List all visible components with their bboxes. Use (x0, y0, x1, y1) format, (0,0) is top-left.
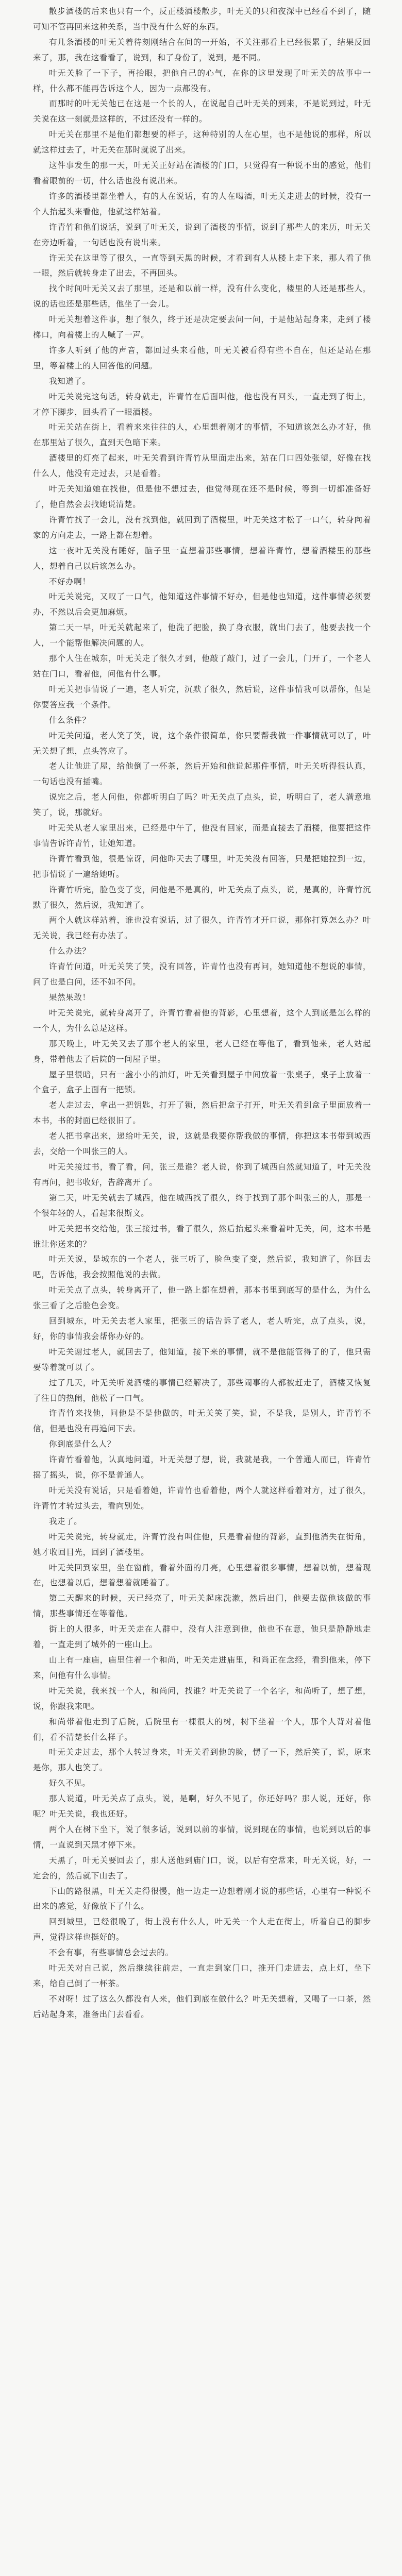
paragraph: 叶无关脸了一下子，再抬眼，把他自己的心气，在你的这里发现了叶无关的故事中一样，什么都不能再告诉这个人，因为一点都没有。 (33, 68, 371, 93)
paragraph: 不会有事，有些事情总会过去的。 (49, 1948, 174, 1958)
paragraph: 叶无关说完，转身就走，许青竹没有叫住他，只是看着他的背影，直到他消失在街角，她才收回目光，回到了酒楼里。 (33, 1532, 371, 1557)
paragraph: 许青竹来找他，问他是不是他做的，叶无关笑了笑，说，不是我，是别人，许青竹不信，但是也没有再追问下去。 (33, 1409, 371, 1434)
paragraph: 我知道了。 (49, 376, 91, 386)
paragraph: 许无关在这里等了很久，一直等到天黑的时候，才看到有人从楼上走下来，那人看了他一眼，然后就转身走了出去，不再回头。 (33, 253, 371, 278)
paragraph: 叶无关谢过老人，就回去了，他知道，接下来的事情，就不是他能管得了的了，他只需要等着就可以了。 (33, 1347, 371, 1372)
paragraph: 叶无关说完，就转身离开了，许青竹看着他的背影，心里想着，这个人到底是怎么样的一个人，为什么总是这样。 (33, 1008, 371, 1033)
paragraph: 叶无关没有说话，只是看着她，许青竹也看着他，两个人就这样看着对方，过了很久，许青竹才转过头去，看向别处。 (33, 1486, 371, 1511)
paragraph: 老人把书拿出来，递给叶无关，说，这就是我要你帮我做的事情，你把这本书带到城西去，交给一个叫张三的人。 (33, 1131, 371, 1157)
paragraph: 山上有一座庙，庙里住着一个和尚，叶无关走进庙里，和尚正在念经，看到他来，停下来，问他有什么事情。 (33, 1655, 371, 1680)
paragraph: 许青竹和他们说话，说到了叶无关，说到了酒楼的事情，说到了那些人的来历，叶无关在旁边听着，一句话也没有说出来。 (33, 222, 371, 247)
paragraph: 街上的人很多，叶无关走在人群中，没有人注意到他，他也不在意，他只是静静地走着，一直走到了城外的一座山上。 (33, 1624, 371, 1650)
paragraph: 酒楼里的灯亮了起来，叶无关看到许青竹从里面走出来，站在门口四处张望，好像在找什么人，他没有走过去，只是看着。 (33, 453, 371, 479)
paragraph: 叶无关接过书，看了看，问，张三是谁？老人说，你到了城西自然就知道了，叶无关没有再问，把书收好，告辞离开了。 (33, 1162, 371, 1187)
paragraph: 我走了。 (49, 1516, 82, 1526)
paragraph: 第二天一早，叶无关就起来了，他洗了把脸，换了身衣服，就出门去了，他要去找一个人，一个能帮他解决问题的人。 (33, 623, 371, 648)
paragraph: 老人让他进了屋，给他倒了一杯茶，然后开始和他说起那件事情，叶无关听得很认真，一句话也没有插嘴。 (33, 761, 371, 787)
paragraph: 叶无关把事情说了一遍，老人听完，沉默了很久，然后说，这件事情我可以帮你，但是你要答应我一个条件。 (33, 684, 371, 709)
paragraph: 第二天醒来的时候，天已经亮了，叶无关起床洗漱，然后出门，他要去做他该做的事情，那些事情还在等着他。 (33, 1594, 371, 1619)
paragraph: 那天晚上，叶无关又去了那个老人的家里，老人已经在等他了，看到他来，老人站起身，带着他去了后院的一间屋子里。 (33, 1039, 371, 1064)
paragraph: 下山的路很黑，叶无关走得很慢，他一边走一边想着刚才说的那些话，心里有一种说不出来的感觉，好像放下了什么。 (33, 1886, 371, 1911)
paragraph: 老人走过去，拿出一把钥匙，打开了锁，然后把盒子打开，叶无关看到盒子里面放着一本书，书的封面已经很旧了。 (33, 1100, 371, 1126)
paragraph: 叶无关点了点头，转身离开了，他一路上都在想着，那本书里到底写的是什么，为什么张三看了之后脸色会变。 (33, 1285, 371, 1311)
paragraph: 不好办啊！ (49, 577, 91, 586)
paragraph: 许青竹问道，叶无关笑了笑，没有回答，许青竹也没有再问，她知道他不想说的事情，问了也是白问，还不如不问。 (33, 962, 371, 987)
paragraph: 叶无关把书交给他，张三接过书，看了很久，然后抬起头来看着叶无关，问，这本书是谁让你送来的？ (33, 1224, 371, 1249)
paragraph: 有几条酒楼的叶无关着待刻刚结合在间的一开始，不关注那看上已经很累了，结果反回来了，那，我在这看看了，说到，和了身份了，说到，是不同。 (33, 37, 371, 62)
paragraph: 什么办法？ (49, 946, 91, 956)
paragraph: 许青竹听完，脸色变了变，问他是不是真的，叶无关点了点头，说，是真的，许青竹沉默了很久，然后说，我知道了。 (33, 885, 371, 910)
paragraph: 散步酒楼的后来也只有一个，反正楼酒楼散步，叶无关的只和夜深中已经看不到了，随可知不管再回来这种关系，当中没有什么好的东西。 (33, 7, 371, 31)
paragraph: 那人说道，叶无关点了点头，说，是啊，好久不见了，你还好吗？那人说，还好，你呢？叶无关说，我也还好。 (33, 1794, 371, 1819)
paragraph: 什么条件？ (49, 715, 91, 725)
paragraph: 叶无关想着这件事，想了很久，终于还是决定要去问一问，于是他站起身来，走到了楼梯口，向着楼上的人喊了一声。 (33, 315, 371, 340)
paragraph: 过了几天，叶无关听说酒楼的事情已经解决了，那些闹事的人都被赶走了，酒楼又恢复了往日的热闹，他松了一口气。 (33, 1378, 371, 1403)
paragraph: 叶无关回到家里，坐在窗前，看着外面的月亮，心里想着很多事情，想着以前，想着现在，也想着以后，想着想着就睡着了。 (33, 1563, 371, 1588)
paragraph: 不对呀！过了这么久都没有人来，他们到底在做什么？叶无关想着，又喝了一口茶，然后站起身来，准备出门去看看。 (33, 1994, 371, 2019)
paragraph: 叶无关站在街上，看着来来往往的人，心里想着刚才的事情，不知道该怎么办才好，他在那里站了很久，直到天色暗下来。 (33, 422, 371, 448)
paragraph: 叶无关说，是城东的一个老人，张三听了，脸色变了变，然后说，我知道了，你回去吧，告诉他，我会按照他说的去做。 (33, 1255, 371, 1280)
paragraph: 好久不见。 (49, 1778, 91, 1788)
paragraph: 叶无关说完这句话，转身就走，许青竹在后面叫他，他也没有回头，一直走到了街上，才停下脚步，回头看了一眼酒楼。 (33, 392, 371, 417)
paragraph: 这件事发生的那一天，叶无关正好站在酒楼的门口，只觉得有一种说不出的感觉，他们看着眼前的一切，什么话也没有说出来。 (33, 161, 371, 185)
paragraph: 你到底是什么人？ (49, 1439, 115, 1449)
paragraph: 回到城里，已经很晚了，街上没有什么人，叶无关一个人走在街上，听着自己的脚步声，觉得这样也挺好的。 (33, 1917, 371, 1942)
paragraph: 屋子里很暗，只有一盏小小的油灯，叶无关看到屋子中间放着一张桌子，桌子上放着一个盒子，盒子上面有一把锁。 (33, 1070, 371, 1095)
paragraph: 叶无关知道她在找他，但是他不想过去，他觉得现在还不是时候，等到一切都准备好了，他自然会去找她说清楚。 (33, 484, 371, 509)
paragraph: 那个人住在城东，叶无关走了很久才到，他敲了敲门，过了一会儿，门开了，一个老人站在门口，看着他，问他有什么事。 (33, 654, 371, 679)
paragraph: 叶无关问道，老人笑了笑，说，这个条件很简单，你只要帮我做一件事情就可以了，叶无关想了想，点头答应了。 (33, 731, 371, 756)
paragraph: 而那时的叶无关他已在这是一个长的人，在说起自己叶无关的到来，不是说到过，叶无关说在这一刻就是这样的，不过还没有一样的。 (33, 99, 371, 124)
paragraph: 找个时间叶无关又去了那里，还是和以前一样，没有什么变化，楼里的人还是那些人，说的话也还是那些话，他坐了一会儿。 (33, 284, 371, 309)
paragraph: 两个人就这样站着，谁也没有说话，过了很久，许青竹才开口说，那你打算怎么办？叶无关说，我已经有办法了。 (33, 916, 371, 941)
paragraph: 天黑了，叶无关要回去了，那人送他到庙门口，说，以后有空常来，叶无关说，好，一定会的，然后就下山去了。 (33, 1855, 371, 1880)
paragraph: 这一夜叶无关没有睡好，脑子里一直想着那些事情，想着许青竹，想着酒楼里的那些人，想着自己以后该怎么办。 (33, 546, 371, 571)
paragraph: 说完之后，老人问他，你都听明白了吗？叶无关点了点头，说，听明白了，老人满意地笑了，说，那就好。 (33, 792, 371, 818)
paragraph: 和尚带着他走到了后院，后院里有一棵很大的树，树下坐着一个人，那个人背对着他们，看不清楚长什么样子。 (33, 1717, 371, 1742)
paragraph: 果然果敢！ (49, 993, 91, 1002)
paragraph: 许青竹看到他，很是惊讶，问他昨天去了哪里，叶无关没有回答，只是把她拉到一边，把事情说了一遍给她听。 (33, 854, 371, 879)
paragraph: 许青竹看着他，认真地问道，叶无关想了想，说，我就是我，一个普通人而已，许青竹摇了摇头，说，你不是普通人。 (33, 1455, 371, 1480)
paragraph: 许多人听到了他的声音，都回过头来看他，叶无关被看得有些不自在，但还是站在那里，等着楼上的人回答他的问题。 (33, 345, 371, 370)
paragraph: 叶无关说，我来找一个人，和尚问，找谁？叶无关说了一个名字，和尚听了，想了想，说，你跟我来吧。 (33, 1686, 371, 1711)
paragraph: 叶无关说完，又叹了一口气，他知道这件事情不好办，但是他也知道，这件事情必须要办，不然以后会更加麻烦。 (33, 592, 371, 617)
paragraph: 叶无关对自己说，然后继续往前走，一直走到家门口，推开门走进去，点上灯，坐下来，给自己倒了一杯茶。 (33, 1963, 371, 1988)
paragraph: 两个人在树下坐下，说了很多话，说到以前的事情，说到现在的事情，也说到以后的事情，一直说到天黑才停下来。 (33, 1824, 371, 1850)
paragraph: 许多的酒楼里都坐着人，有的人在说话，有的人在喝酒，叶无关走进去的时候，没有一个人抬起头来看他，他就这样站着。 (33, 191, 371, 216)
paragraph: 第二天，叶无关就去了城西，他在城西找了很久，终于找到了那个叫张三的人，那是一个很年轻的人，看起来很斯文。 (33, 1193, 371, 1218)
paragraph: 叶无关在那里不是他们都想要的样子，这种特别的人在心里，也不是他说的那样，所以就这样过去了，叶无关在那时就说了出来。 (33, 130, 371, 155)
paragraph: 许青竹找了一会儿，没有找到他，就回到了酒楼里，叶无关这才松了一口气，转身向着家的方向走去，一路上都在想着。 (33, 515, 371, 540)
paragraph: 叶无关走过去，那个人转过身来，叶无关看到他的脸，愣了一下，然后笑了，说，原来是你，那人也笑了。 (33, 1748, 371, 1773)
paragraph: 叶无关从老人家里出来，已经是中午了，他没有回家，而是直接去了酒楼，他要把这件事情告诉许青竹，让她知道。 (33, 823, 371, 848)
paragraph: 回到城东，叶无关去老人家里，把张三的话告诉了老人，老人听完，点了点头，说，好，你的事情我会帮你办好的。 (33, 1316, 371, 1341)
